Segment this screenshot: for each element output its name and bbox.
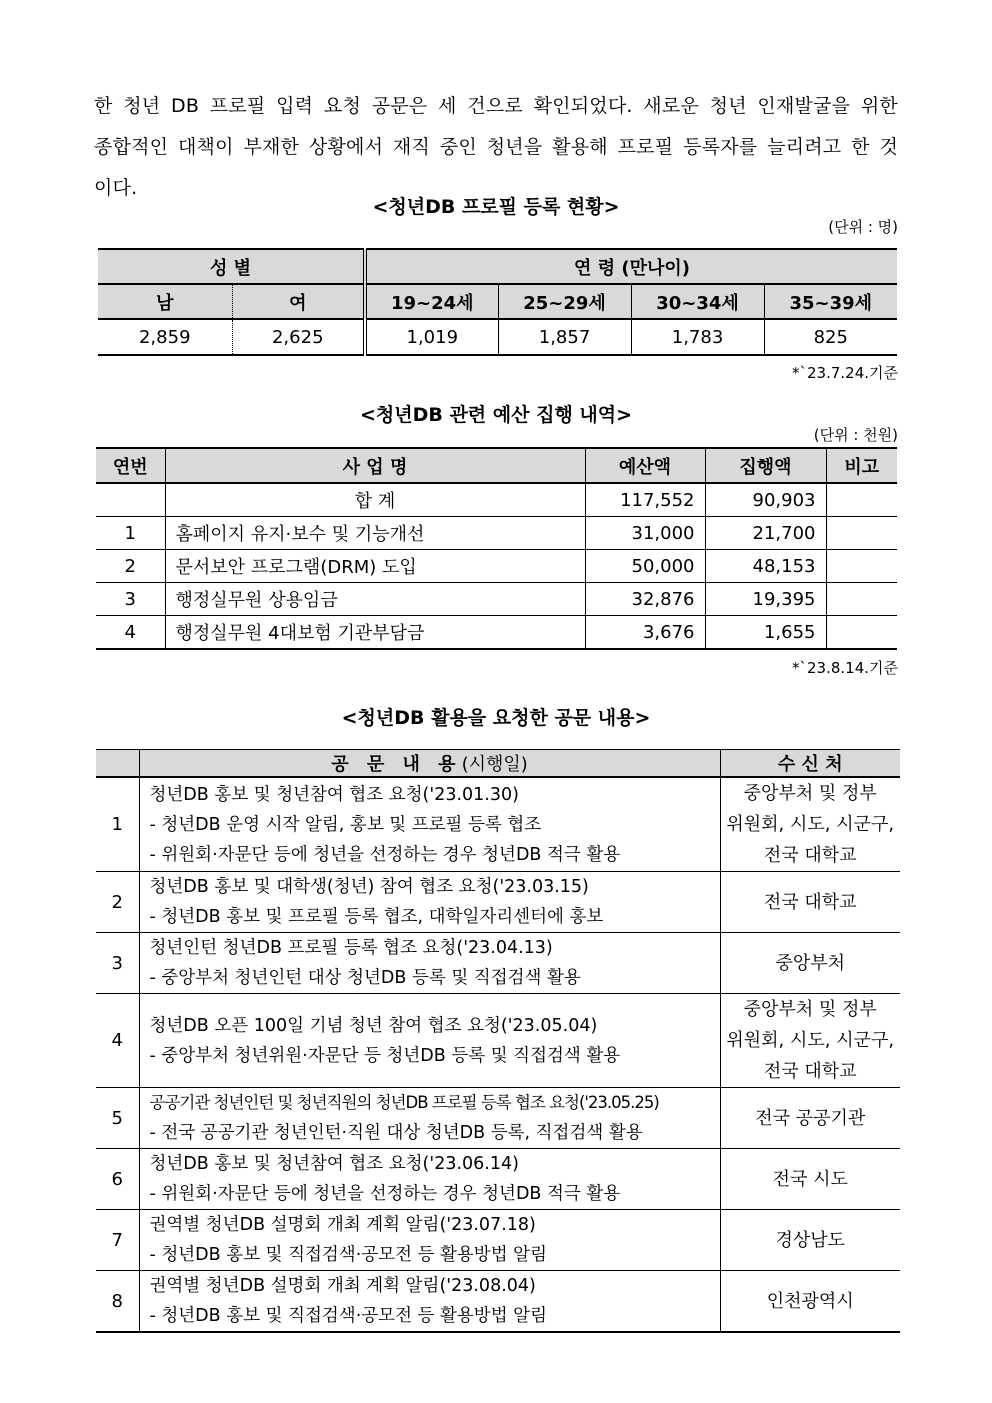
value-cell: 1,019 <box>365 319 498 355</box>
table-row: 6 청년DB 홍보 및 청년참여 협조 요청('23.06.14) - 위원회·자문단 등에 청년을 선정하는 경우 청년DB 적극 활용 전국 시도 <box>96 1149 900 1210</box>
budget-table <box>96 447 897 650</box>
col-header: 25~29세 <box>498 284 631 319</box>
col-header: 30~34세 <box>631 284 764 319</box>
col-header: 여 <box>232 284 365 319</box>
table-row: 1 홈페이지 유지·보수 및 기능개선 31,000 21,700 <box>96 517 897 550</box>
intro-paragraph <box>94 86 898 209</box>
profile-table <box>98 248 897 356</box>
table-row: 3 청년인턴 청년DB 프로필 등록 협조 요청('23.04.13) - 중앙부처 청년인턴 대상 청년DB 등록 및 직접검색 활용 중앙부처 <box>96 933 900 994</box>
value-cell: 1,857 <box>498 319 631 355</box>
table-row: 4 청년DB 오픈 100일 기념 청년 참여 협조 요청('23.05.04) - 중앙부처 청년위원·자문단 등 청년DB 등록 및 직접검색 활용 중앙부처 및 정부 위원회, 시도, 시군구, 전국 대학교 <box>96 994 900 1088</box>
col-header: 19~24세 <box>365 284 498 319</box>
value-cell: 825 <box>813 326 848 348</box>
value-cell: 2,859 <box>98 319 232 355</box>
col-header: 집행액 <box>705 448 826 483</box>
profile-unit: (단위 : 명) <box>828 218 898 236</box>
col-header: 비고 <box>826 448 897 483</box>
value-cell: 2,625 <box>271 326 324 348</box>
docs-table <box>96 749 900 1333</box>
table-row: 8 권역별 청년DB 설명회 개최 계획 알림('23.08.04) - 청년DB 홍보 및 직접검색·공모전 등 활용방법 알림 인천광역시 <box>96 1271 900 1333</box>
table-row: 1 청년DB 홍보 및 청년참여 협조 요청('23.01.30) - 청년DB 운영 시작 알림, 홍보 및 프로필 등록 협조 - 위원회·자문단 등에 청년을 선정하는 경우 청년DB 적극 활용 중앙부처 및 정부 위원회, 시도, 시군구, 전국 대학교 <box>96 777 900 872</box>
recipient-header: 수 신 처 <box>720 750 900 778</box>
docs-table-title: <청년DB 활용을 요청한 공문 내용> <box>341 707 651 729</box>
table-row: 4 행정실무원 4대보험 기관부담금 3,676 1,655 <box>96 616 897 650</box>
value-cell: 1,783 <box>631 319 764 355</box>
table-row: 3 행정실무원 상용임금 32,876 19,395 <box>96 583 897 616</box>
table-row: 2 청년DB 홍보 및 대학생(청년) 참여 협조 요청('23.03.15) - 청년DB 홍보 및 프로필 등록 협조, 대학일자리센터에 홍보 전국 대학교 <box>96 872 900 933</box>
profile-table-title: <청년DB 프로필 등록 현황> <box>372 196 620 218</box>
content-header: 공 문 내 용(시행일) <box>139 750 720 778</box>
col-header: 사 업 명 <box>165 448 585 483</box>
col-header: 연번 <box>96 448 165 483</box>
col-header: 35~39세 <box>764 284 897 319</box>
total-budget: 117,552 <box>585 483 705 517</box>
total-spent: 90,903 <box>705 483 826 517</box>
age-header: 연 령 (만나이) <box>365 249 897 284</box>
col-header: 예산액 <box>585 448 705 483</box>
intro-line: 이다. <box>94 177 138 199</box>
table-row <box>96 483 897 517</box>
intro-line: 한 청년 DB 프로필 입력 요청 공문은 세 건으로 확인되었다. 새로운 청년 인재발굴을 위한 <box>94 95 898 117</box>
profile-note: *`23.7.24.기준 <box>791 364 898 382</box>
table-row: 2 문서보안 프로그램(DRM) 도입 50,000 48,153 <box>96 550 897 583</box>
total-label: 합 계 <box>165 483 585 517</box>
intro-line: 종합적인 대책이 부재한 상황에서 재직 중인 청년을 활용해 프로필 등록자를 늘리려고 한 것 <box>94 136 898 158</box>
table-row: 5 공공기관 청년인턴 및 청년직원의 청년DB 프로필 등록 협조 요청('23.05.25) - 전국 공공기관 청년인턴·직원 대상 청년DB 등록, 직접검색 활용 전국 공공기관 <box>96 1088 900 1149</box>
col-header: 남 <box>98 284 232 319</box>
table-row: 7 권역별 청년DB 설명회 개최 계획 알림('23.07.18) - 청년DB 홍보 및 직접검색·공모전 등 활용방법 알림 경상남도 <box>96 1210 900 1271</box>
budget-table-title: <청년DB 관련 예산 집행 내역> <box>359 404 633 426</box>
budget-unit: (단위 : 천원) <box>813 426 898 444</box>
budget-note: *`23.8.14.기준 <box>791 659 898 677</box>
gender-header: 성 별 <box>98 249 365 284</box>
